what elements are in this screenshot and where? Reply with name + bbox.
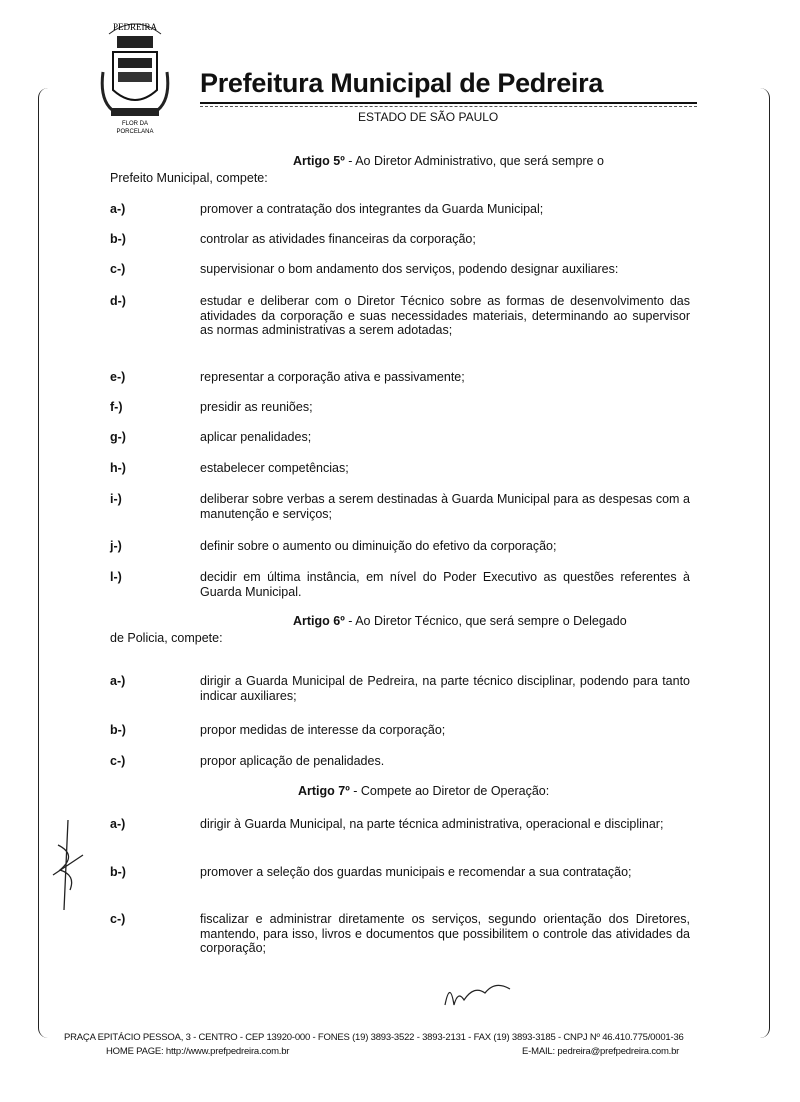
art5-item-text: deliberar sobre verbas a serem destinadas à Guarda Municipal para as despesas com a manutenção e serviços; [200, 492, 690, 521]
art7-item-text: promover a seleção dos guardas municipais e recomendar a sua contratação; [200, 865, 632, 879]
art5-item-label: a-) [110, 202, 126, 216]
art5-item-label: e-) [110, 370, 126, 384]
art6-heading: Artigo 6º [293, 614, 345, 628]
art5-intro [293, 154, 604, 169]
svg-text:FLOR DA: FLOR DA [121, 121, 149, 127]
art6-item-label: a-) [110, 674, 126, 688]
art6-item-text: propor medidas de interesse da corporação; [200, 723, 446, 737]
art5-intro-cont: Prefeito Municipal, compete: [110, 171, 268, 185]
art7-item-label: c-) [110, 912, 126, 926]
art6-item-label: c-) [110, 754, 126, 768]
art5-item-text: presidir as reuniões; [200, 400, 313, 414]
art5-item-text: estudar e deliberar com o Diretor Técnico sobre as formas de desenvolvimento das atividades da corporação e suas necessidades materiais, determinando ao supervisor as normas administrativas a serem adotadas; [200, 294, 690, 337]
art7-item-label: b-) [110, 865, 126, 879]
art6-intro-cont: de Policia, compete: [110, 631, 223, 645]
art5-item-text: representar a corporação ativa e passivamente; [200, 370, 465, 384]
coat-of-arms-logo [95, 12, 175, 142]
bottom-signature [440, 975, 520, 1015]
art5-item-text: controlar as atividades financeiras da corporação; [200, 232, 476, 246]
page-subtitle: ESTADO DE SÃO PAULO [358, 110, 499, 124]
margin-signature [48, 815, 88, 915]
art6-item-text: dirigir a Guarda Municipal de Pedreira, na parte técnico disciplinar, podendo para tanto indicar auxiliares; [200, 674, 690, 703]
art7-item-text: dirigir à Guarda Municipal, na parte técnica administrativa, operacional e disciplinar; [200, 817, 664, 831]
art6-item-text: propor aplicação de penalidades. [200, 754, 385, 768]
svg-text:PORCELANA: PORCELANA [116, 129, 154, 135]
art7-heading: Artigo 7º [298, 784, 350, 798]
art5-item-label: j-) [110, 539, 122, 553]
art5-item-text: supervisionar o bom andamento dos serviços, podendo designar auxiliares: [200, 262, 619, 276]
art5-item-text: decidir em última instância, em nível do Poder Executivo as questões referentes à Guarda Municipal. [200, 570, 690, 599]
art5-item-label: c-) [110, 262, 126, 276]
art5-item-label: d-) [110, 294, 126, 308]
art5-item-text: estabelecer competências; [200, 461, 349, 475]
art5-heading: Artigo 5º [293, 154, 345, 168]
footer-email: E-MAIL: pedreira@prefpedreira.com.br [522, 1046, 680, 1057]
art5-item-label: h-) [110, 461, 126, 475]
art7-item-label: a-) [110, 817, 126, 831]
art5-item-label: b-) [110, 232, 126, 246]
art5-item-label: i-) [110, 492, 122, 506]
art7-item-text: fiscalizar e administrar diretamente os serviços, segundo orientação dos Diretores, mantendo, para isso, livros e documentos que possibilitem o controle das atividades da corporação; [200, 912, 690, 955]
footer-address: PRAÇA EPITÁCIO PESSOA, 3 - CENTRO - CEP 13920-000 - FONES (19) 3893-3522 - 3893-2131 - FAX (19) 3893-3185 - CNPJ Nº 46.410.775/0001-36 [64, 1032, 684, 1043]
page-border [38, 88, 770, 1038]
art7-intro-text: - Compete ao Diretor de Operação: [349, 784, 550, 798]
art6-intro-text: - Ao Diretor Técnico, que será sempre o Delegado [344, 614, 627, 628]
page-title: Prefeitura Municipal de Pedreira [200, 68, 604, 98]
title-underline-dashed [200, 106, 697, 107]
art5-item-text: promover a contratação dos integrantes da Guarda Municipal; [200, 202, 544, 216]
art5-item-text: aplicar penalidades; [200, 430, 312, 444]
art5-intro-text: - Ao Diretor Administrativo, que será sempre o [344, 154, 604, 168]
svg-text:PEDREIRA: PEDREIRA [112, 22, 158, 32]
art7-intro [298, 784, 549, 799]
art6-intro [293, 614, 627, 629]
art5-item-label: l-) [110, 570, 122, 584]
art6-item-label: b-) [110, 723, 126, 737]
art5-item-text: definir sobre o aumento ou diminuição do efetivo da corporação; [200, 539, 557, 553]
art5-item-label: g-) [110, 430, 126, 444]
footer-homepage: HOME PAGE: http://www.prefpedreira.com.br [106, 1046, 290, 1057]
art5-item-label: f-) [110, 400, 123, 414]
title-underline [200, 102, 697, 104]
